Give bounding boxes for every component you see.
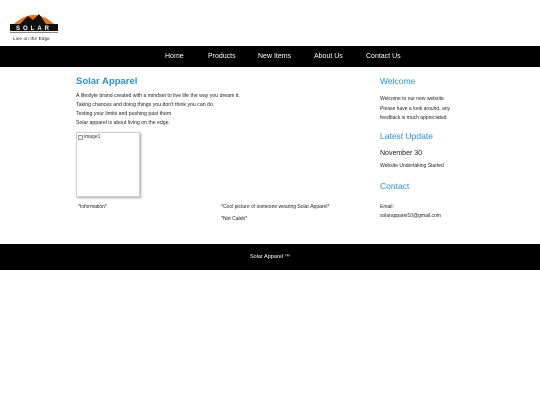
nav-home[interactable]: Home — [165, 53, 184, 60]
logo-tagline: Live on the Edge — [13, 36, 50, 41]
contact-heading: Contact — [380, 181, 410, 191]
footer-text: Solar Apparel ™ — [249, 254, 291, 260]
intro-line: Solar apparel is about living on the edge. — [76, 120, 171, 126]
contact-email[interactable]: solarapparel10@gmail.com — [380, 213, 441, 219]
caption-information: *Information* — [78, 204, 107, 210]
main-nav — [0, 46, 540, 67]
welcome-line: feedback is much appreciated. — [380, 115, 448, 121]
broken-image-icon — [78, 135, 83, 140]
welcome-line: Welcome to our new website. — [380, 96, 446, 102]
sun-mountain-icon — [6, 8, 62, 38]
update-date: November 30 — [380, 150, 423, 157]
product-image — [76, 132, 140, 197]
intro-line: Taking chances and doing things you don't think you can do. — [76, 102, 215, 108]
broken-image-placeholder — [78, 134, 100, 140]
welcome-line: Please have a look around, any — [380, 105, 451, 112]
nav-new-items[interactable]: New Items — [258, 53, 292, 60]
nav-about-us[interactable]: About Us — [314, 53, 343, 60]
intro-line: A lifestyle brand created with a mindset to live life the way you dream it. — [76, 93, 240, 99]
contact-email-label: Email: — [380, 204, 394, 210]
page-title: Solar Apparel — [76, 76, 138, 87]
update-text: Website Undertaking Started — [380, 163, 444, 169]
footer — [0, 244, 540, 270]
welcome-heading: Welcome — [380, 76, 416, 86]
caption-not-caleb: *Not Caleb* — [221, 216, 248, 222]
nav-products[interactable]: Products — [208, 53, 236, 60]
intro-line: Testing your limits and pushing past them. — [76, 111, 173, 117]
latest-update-heading: Latest Update — [380, 131, 433, 141]
caption-picture: *Cool picture of someone wearing Solar Apparel* — [221, 204, 330, 210]
image-alt-text: image1 — [84, 134, 101, 140]
intro-text — [76, 92, 240, 128]
welcome-text — [380, 95, 450, 124]
nav-contact-us[interactable]: Contact Us — [366, 53, 401, 60]
solar-logo[interactable] — [6, 8, 62, 41]
header — [0, 0, 540, 46]
logo-text: SOLAR — [16, 26, 52, 32]
